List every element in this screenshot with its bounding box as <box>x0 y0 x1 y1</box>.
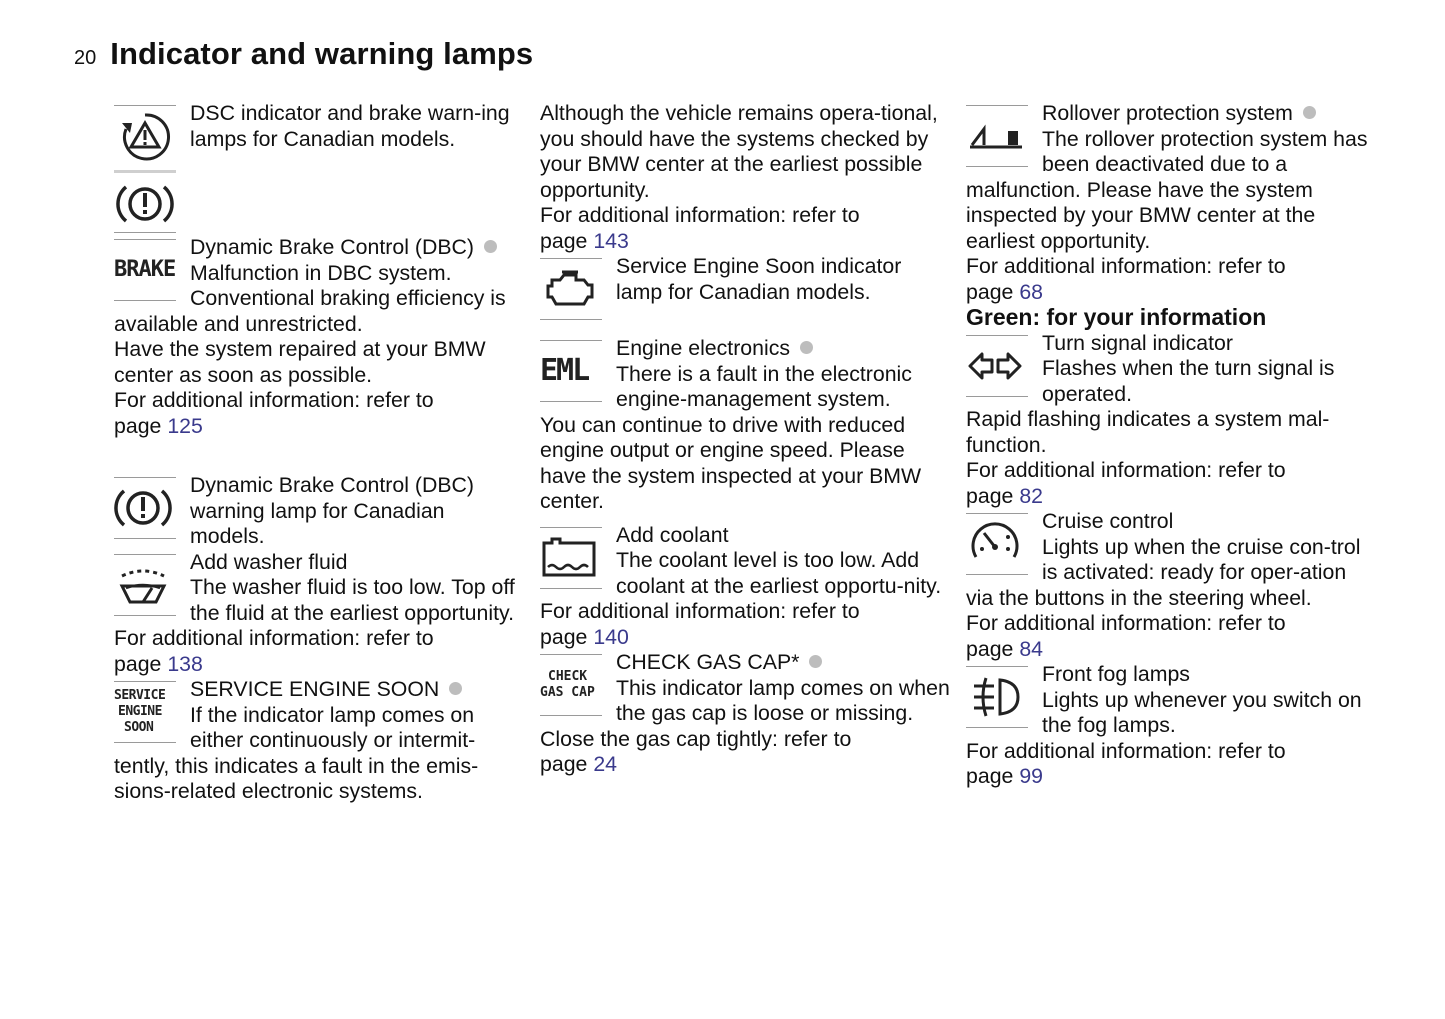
entry-dsc <box>114 101 524 235</box>
page-link-84[interactable]: 84 <box>1019 636 1044 661</box>
page-link-99[interactable]: 99 <box>1019 764 1044 788</box>
page-label: page <box>540 228 588 253</box>
cruise-line1: Lights up when the cruise con-trol is activated: ready for oper-ation via the buttons in the steering wheel. <box>966 534 1361 610</box>
gascap-icon-line1: CHECK <box>548 669 588 684</box>
column-1 <box>114 101 524 805</box>
entry-gas-cap <box>540 650 950 778</box>
entry-rollover <box>966 101 1376 305</box>
page-label: page <box>966 636 1014 661</box>
brake-icon-label: BRAKE <box>114 257 176 283</box>
page-label: page <box>966 279 1014 304</box>
page-label: page <box>966 483 1014 508</box>
eml-line2: You can continue to drive with reduced engine output or engine speed. Please have the system inspected at your BMW center. <box>540 412 922 513</box>
fog-line1: Lights up whenever you switch on the fog lamps. <box>1042 687 1362 737</box>
page-link-68[interactable]: 68 <box>1019 279 1044 304</box>
page-label: page <box>540 624 588 649</box>
washer-fluid-icon <box>114 554 176 616</box>
brake-text-icon <box>114 239 176 301</box>
page-link-138[interactable]: 138 <box>167 651 203 676</box>
cruise-ref: For additional information: refer to <box>966 611 1286 635</box>
col2-intro: Although the vehicle remains opera-tional, you should have the systems checked by your BMW center at the earliest possible opportunity. <box>540 101 938 202</box>
page-header <box>74 36 533 72</box>
rollover-icon <box>966 105 1028 167</box>
dsc-text: DSC indicator and brake warn-ing lamps for Canadian models. <box>190 101 510 151</box>
coolant-title: Add coolant <box>616 522 729 547</box>
ses-canada-text: Service Engine Soon indicator lamp for Canadian models. <box>616 254 902 304</box>
ses-icon-line3: SOON <box>124 720 154 735</box>
rollover-title: Rollover protection system <box>1042 101 1293 125</box>
entry-dbc-canada <box>114 473 524 550</box>
entry-cruise <box>966 509 1376 662</box>
rollover-ref: For additional information: refer to <box>966 254 1286 278</box>
column-3 <box>966 101 1376 790</box>
fog-ref: For additional information: refer to <box>966 738 1286 763</box>
washer-line1: The washer fluid is too low. Top off the fluid at the earliest opportunity. <box>190 575 515 625</box>
page-link-82[interactable]: 82 <box>1019 483 1044 508</box>
engine-check-icon <box>540 258 602 320</box>
column-2 <box>540 101 950 778</box>
gascap-title: CHECK GAS CAP* <box>616 650 800 674</box>
page-label: page <box>114 651 162 676</box>
dbc-line3: Have the system repaired at your BMW center as soon as possible. <box>114 337 486 387</box>
coolant-ref: For additional information: refer to <box>540 599 860 623</box>
turn-title: Turn signal indicator <box>1042 330 1233 355</box>
entry-washer <box>114 550 524 678</box>
dbc-title: Dynamic Brake Control (DBC) <box>190 235 475 259</box>
coolant-line1: The coolant level is too low. Add coolant at the earliest opportu-nity. <box>616 548 942 598</box>
entry-eml <box>540 336 950 515</box>
front-fog-lamp-icon <box>966 666 1028 728</box>
turn-ref: For additional information: refer to <box>966 458 1286 482</box>
eml-line1: There is a fault in the electronic engine-management system. <box>616 361 912 411</box>
entry-service-engine-soon <box>114 677 524 805</box>
page-label: page <box>540 752 588 776</box>
cruise-control-icon <box>966 513 1028 575</box>
turn-line1: Flashes when the turn signal is operated. <box>1042 356 1335 406</box>
page-link-140[interactable]: 140 <box>593 624 629 649</box>
status-dot <box>484 240 497 253</box>
ses-icon-line1: SERVICE <box>114 688 166 703</box>
gascap-line2: Close the gas cap tightly: refer to <box>540 726 852 751</box>
status-dot <box>800 341 813 354</box>
status-dot <box>449 682 462 695</box>
service-engine-soon-text-icon <box>114 681 176 743</box>
entry-ses-canada <box>540 254 950 322</box>
status-dot <box>1303 106 1316 119</box>
dbc-canada-text: Dynamic Brake Control (DBC) warning lamp for Canadian models. <box>190 473 475 548</box>
turn-line2: Rapid flashing indicates a system mal-function. <box>966 407 1330 457</box>
green-section-heading: Green: for your information <box>966 304 1267 330</box>
page-label: page <box>114 413 162 438</box>
page-link-24[interactable]: 24 <box>593 752 618 776</box>
eml-text-icon <box>540 340 602 402</box>
entry-fog-lamps <box>966 662 1376 790</box>
entry-dbc <box>114 235 524 439</box>
page-link-125[interactable]: 125 <box>167 413 203 438</box>
eml-icon-label: EML <box>540 353 589 389</box>
col2-intro-ref: For additional information: refer to <box>540 203 860 227</box>
fog-title: Front fog lamps <box>1042 662 1190 686</box>
turn-signal-icon <box>966 335 1028 397</box>
entry-coolant <box>540 523 950 651</box>
washer-ref: For additional information: refer to <box>114 626 434 650</box>
page-label: page <box>966 764 1014 788</box>
cruise-title: Cruise control <box>1042 509 1174 533</box>
page-link-143[interactable]: 143 <box>593 228 629 253</box>
brake-circle-exclamation-icon <box>114 477 176 539</box>
gascap-line1: This indicator lamp comes on when the gas cap is loose or missing. <box>616 675 950 725</box>
ses-line1: If the indicator lamp comes on either continuously or intermit-tently, this indicates a fault in the emis-sions-related electronic systems. <box>114 702 479 803</box>
ses-icon-line2: ENGINE <box>118 704 162 719</box>
dbc-line1: Malfunction in DBC system. <box>190 260 452 285</box>
rollover-line1: The rollover protection system has been deactivated due to a malfunction. Please have the system inspected by your BMW center at the earliest opportunity. <box>966 126 1368 253</box>
eml-title: Engine electronics <box>616 336 791 360</box>
page-title: Indicator and warning lamps <box>110 36 534 71</box>
washer-title: Add washer fluid <box>190 549 348 574</box>
gascap-icon-line2: GAS CAP <box>540 685 595 700</box>
page-number: 20 <box>74 47 97 69</box>
entry-turn-signal <box>966 331 1376 510</box>
coolant-icon <box>540 527 602 589</box>
check-gas-cap-text-icon <box>540 654 602 716</box>
dbc-line2: Conventional braking efficiency is available and unrestricted. <box>114 286 506 336</box>
dsc-brake-warning-icon <box>114 105 176 233</box>
status-dot <box>809 655 822 668</box>
ses-title: SERVICE ENGINE SOON <box>190 677 440 701</box>
dbc-ref: For additional information: refer to <box>114 388 434 412</box>
